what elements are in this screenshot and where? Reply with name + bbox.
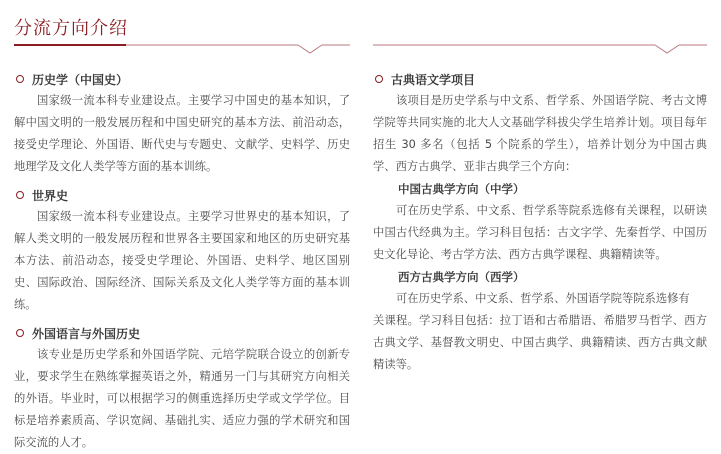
section-paragraph: 国家级一流本科专业建设点。主要学习中国史的基本知识，了解中国文明的一般发展历程和中国史研究的基本方法、前沿动态，接受史学理论、外国语、断代史与专题史、文献学、史料学、历史地理学及文化人类学等方面的基本训练。 — [14, 94, 350, 173]
page-title: 分流方向介绍 — [14, 18, 128, 39]
western-classics-text: 关课程。学习科目包括：拉丁语和古希腊语、希腊罗马哲学、西方古典文学、基督教文明史、中国古典学、典籍精读、西方古典文献精读等。 — [373, 314, 707, 371]
circle-bullet-icon — [375, 75, 383, 83]
section-heading-text: 世界史 — [32, 188, 69, 203]
left-header-rule — [14, 42, 350, 56]
section-foreign-language-history — [14, 322, 350, 454]
circle-bullet-icon — [16, 329, 24, 337]
section-paragraph: 该专业是历史学系和外国语学院、元培学院联合设立的创新专业，要求学生在熟练掌握英语之外，精通另一门与其研究方向相关的外语。毕业时，可以根据学习的侧重选择历史学或文学学位。目标是培养素质高、学识宽阔、基础扎实、适应力强的学术研究和国际交流的人才。 — [14, 348, 350, 449]
section-heading-text: 外国语言与外国历史 — [32, 326, 141, 341]
chinese-classics-text: 可在历史学系、中文系、哲学系等院系选修有关课程，以研读中国古代经典为主。学习科目包括：古文字学、先秦哲学、中国历史文化导论、考古学方法、西方古典学课程、典籍精读等。 — [373, 204, 707, 261]
section-paragraph: 国家级一流本科专业建设点。主要学习世界史的基本知识，了解人类文明的一般发展历程和世界各主要国家和地区的历史研究基本方法、前沿动态，接受史学理论、外国语、史料学、地区国别史、国际政治、国际经济、国际关系及文化人类学等方面的基本训练。 — [14, 210, 350, 311]
circle-bullet-icon — [16, 75, 24, 83]
program-intro: 该项目是历史学系与中文系、哲学系、外国语学院、考古文博学院等共同实施的北大人文基础学科拔尖学生培养计划。项目每年招生 30 多名（包括 5 个院系的学生），培养计划分为中国古典学、西方古典学、亚非古典学三个方向： — [373, 94, 707, 173]
section-heading-text: 古典语文学项目 — [391, 72, 476, 87]
section-world-history — [14, 184, 350, 316]
section-classics-program — [373, 68, 707, 376]
circle-bullet-icon — [16, 191, 24, 199]
right-rule-graphic — [373, 42, 707, 56]
right-column — [373, 68, 707, 376]
section-heading-text: 历史学（中国史） — [32, 72, 129, 87]
section-heading — [14, 184, 350, 206]
sub-heading-chinese-classics: 中国古典学方向（中学） — [398, 182, 525, 196]
section-heading — [14, 322, 350, 344]
right-header-rule — [373, 42, 707, 56]
section-heading — [14, 68, 350, 90]
section-heading — [373, 68, 707, 90]
western-classics-text-first-line: 可在历史学系、中文系、哲学系、外国语学院等院系选修有 — [396, 292, 690, 305]
section-chinese-history — [14, 68, 350, 178]
left-column — [14, 68, 350, 454]
left-rule-graphic — [14, 42, 350, 56]
sub-heading-western-classics: 西方古典学方向（西学） — [398, 270, 525, 284]
